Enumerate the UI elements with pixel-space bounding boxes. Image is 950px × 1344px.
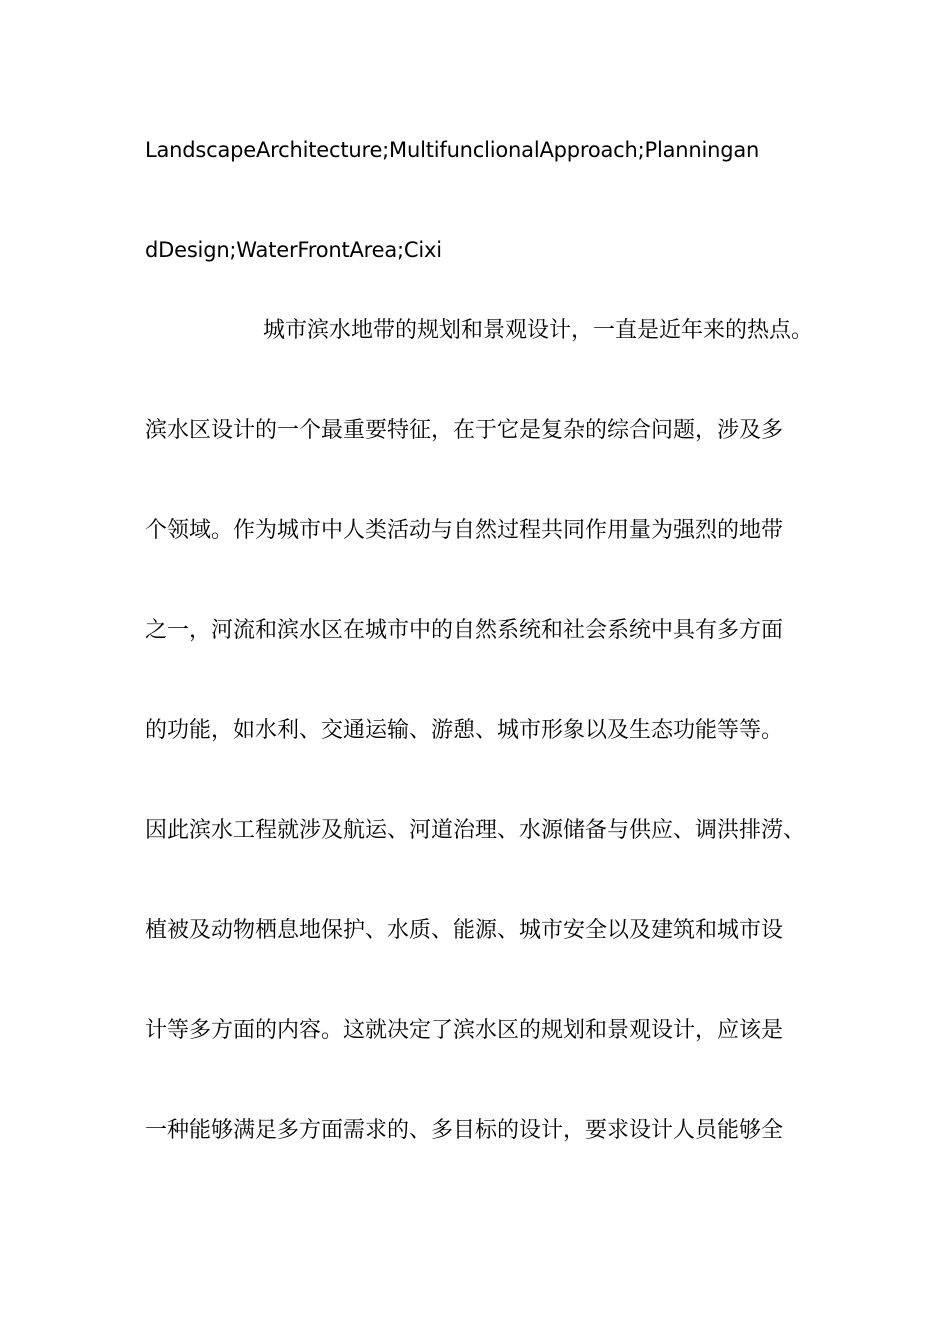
keywords-line-2: dDesign;WaterFrontArea;Cixi xyxy=(145,238,442,262)
paragraph-line-5: 的功能，如水利、交通运输、游憩、城市形象以及生态功能等等。 xyxy=(145,718,784,743)
paragraph-line-2: 滨水区设计的一个最重要特征，在于它是复杂的综合问题，涉及多 xyxy=(145,418,784,443)
paragraph-line-9: 一种能够满足多方面需求的、多目标的设计，要求设计人员能够全 xyxy=(145,1118,784,1143)
paragraph-line-6: 因此滨水工程就涉及航运、河道治理、水源储备与供应、调洪排涝、 xyxy=(145,818,806,843)
paragraph-line-7: 植被及动物栖息地保护、水质、能源、城市安全以及建筑和城市设 xyxy=(145,918,784,943)
keywords-line-1: LandscapeArchitecture;MultifunclionalApproach;Planningan xyxy=(145,138,760,162)
paragraph-line-3: 个领域。作为城市中人类活动与自然过程共同作用量为强烈的地带 xyxy=(145,518,784,543)
paragraph-line-1: 城市滨水地带的规划和景观设计，一直是近年来的热点。 xyxy=(263,318,814,343)
paragraph-line-4: 之一，河流和滨水区在城市中的自然系统和社会系统中具有多方面 xyxy=(145,618,784,643)
paragraph-line-8: 计等多方面的内容。这就决定了滨水区的规划和景观设计，应该是 xyxy=(145,1018,784,1043)
